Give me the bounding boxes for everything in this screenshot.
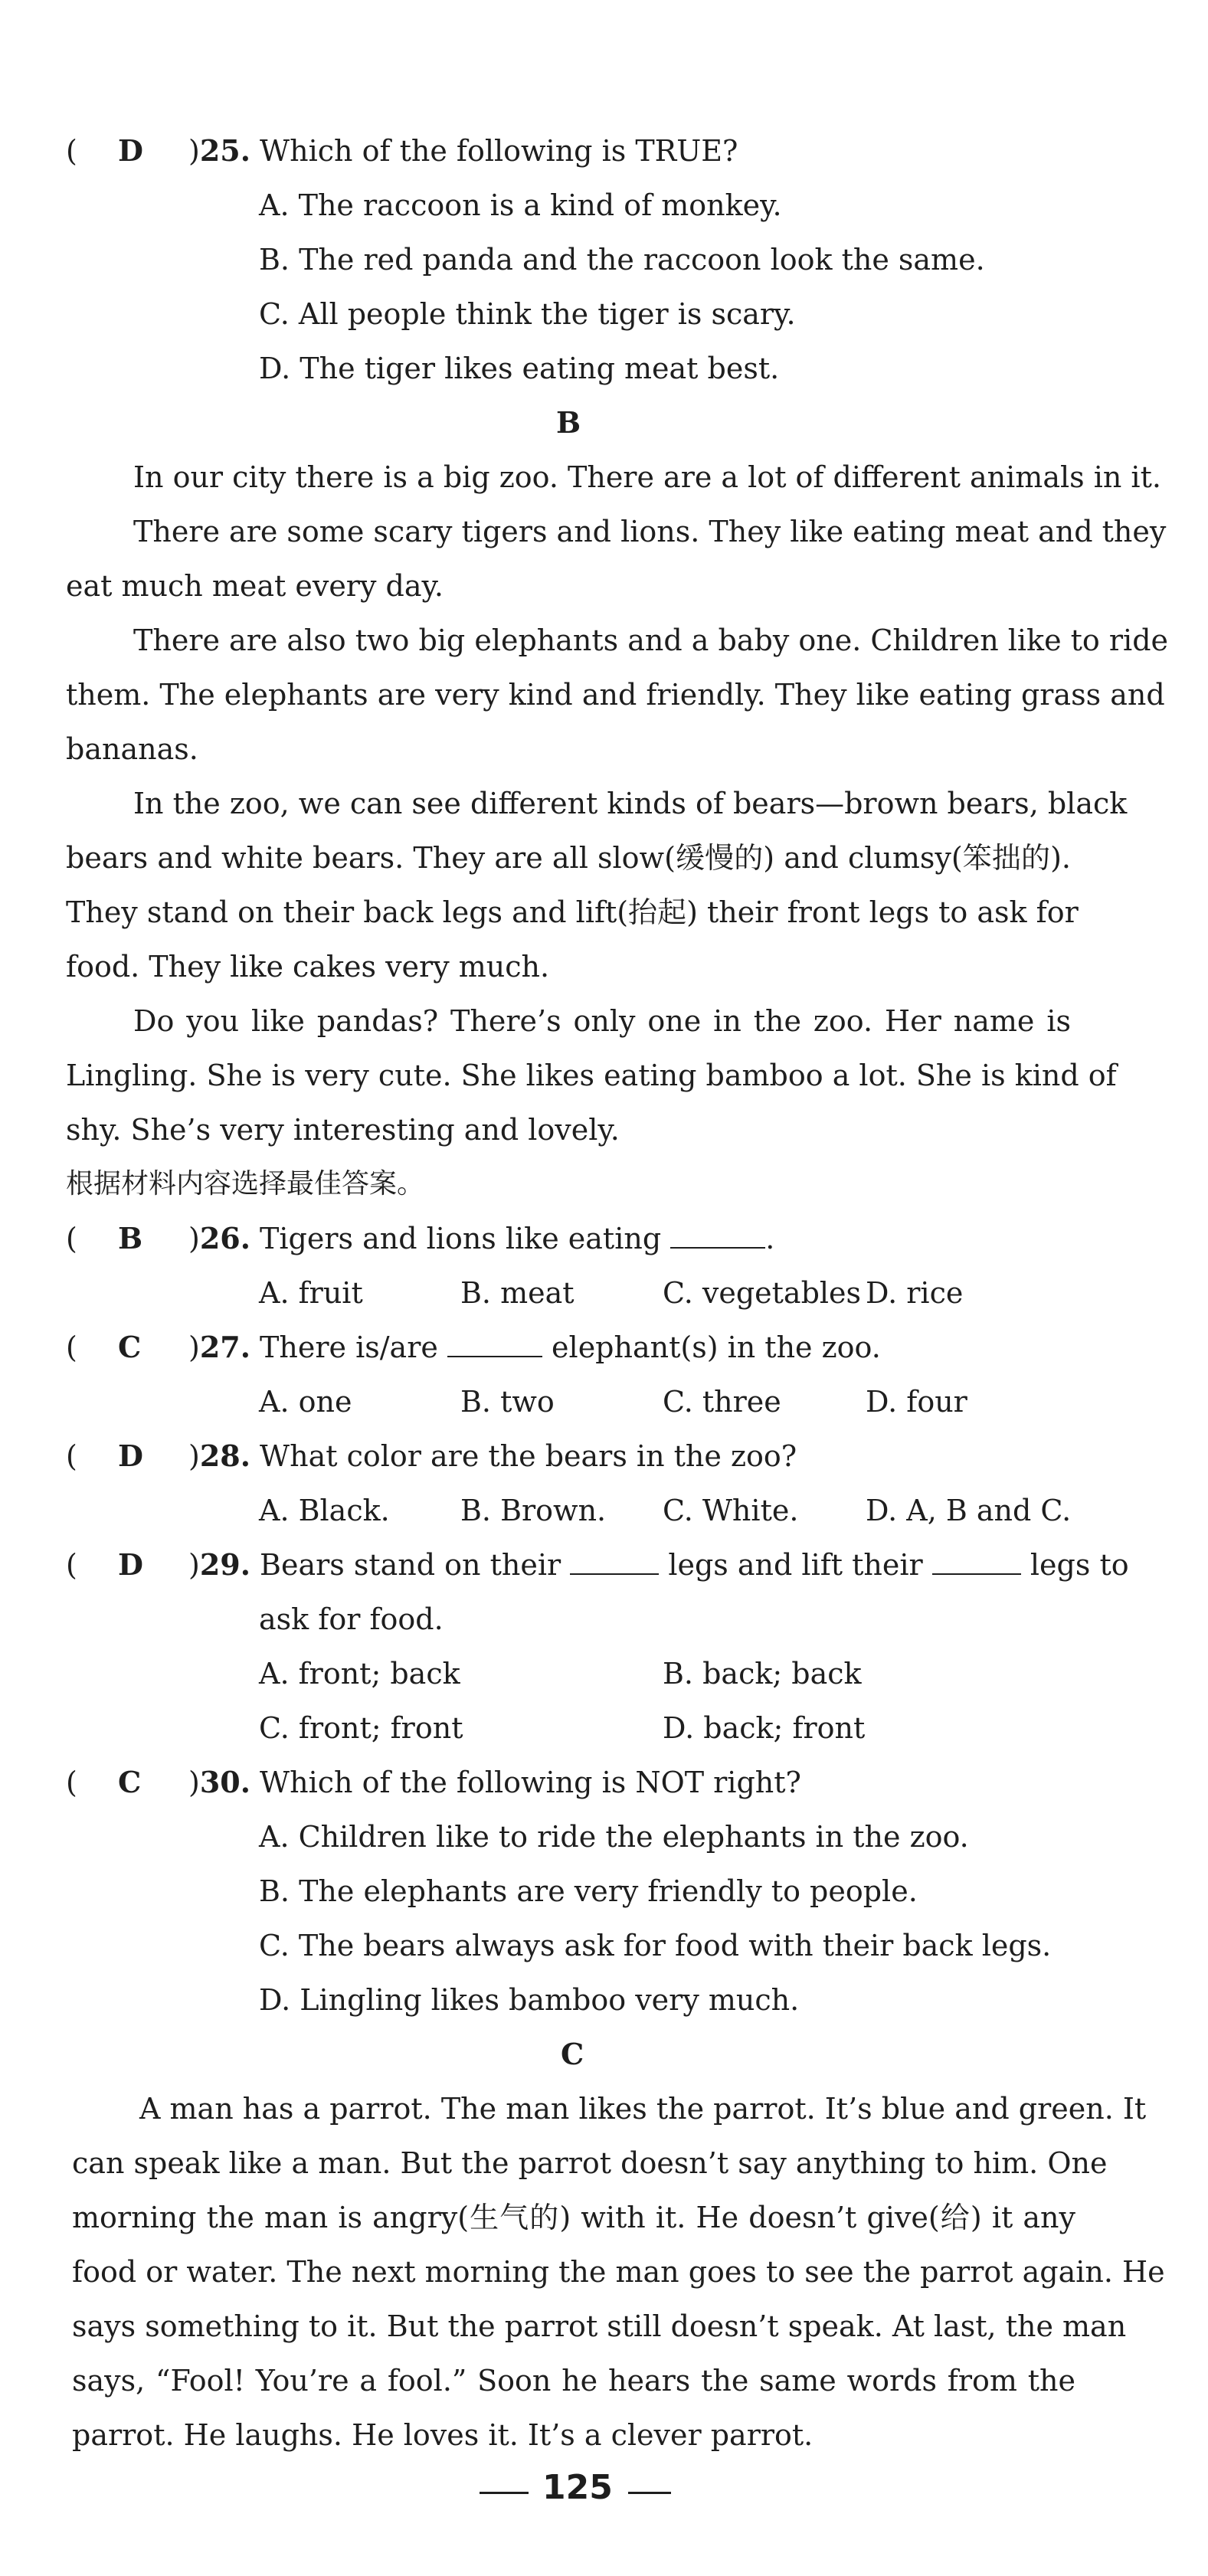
answer-paren-open: (: [66, 1439, 77, 1473]
q26-paren-close: ): [188, 1222, 200, 1255]
answer-blank: [570, 1547, 659, 1575]
q27-stem-line: [188, 1328, 881, 1367]
passage-c-title: C: [561, 2037, 584, 2071]
q29-number: 29.: [199, 1547, 250, 1582]
q27-option-d: D. four: [866, 1385, 967, 1419]
passage-b-line: bears and white bears. They are all slow(缓慢的) and clumsy(笨拙的).: [66, 841, 1071, 875]
q25-number: 25.: [199, 133, 250, 168]
passage-b-title: B: [556, 405, 581, 440]
q29-option-a: A. front; back: [259, 1657, 460, 1691]
q25-stem: Which of the following is TRUE?: [260, 134, 738, 168]
q25-stem-line: [188, 132, 738, 170]
passage-c-line: can speak like a man. But the parrot doesn’t say anything to him. One: [72, 2146, 1108, 2180]
q28-option-b: B. Brown.: [460, 1494, 607, 1527]
q30-option-b: B. The elephants are very friendly to people.: [259, 1874, 918, 1908]
q29-stem-mid: legs and lift their: [668, 1548, 923, 1582]
q30-paren-close: ): [188, 1766, 200, 1799]
passage-b-line: In our city there is a big zoo. There are a lot of different animals in it.: [133, 460, 1161, 494]
page-number: 125: [542, 2468, 613, 2507]
answer-paren-open: (: [66, 1331, 77, 1364]
q29-stem-line-2: ask for food.: [259, 1602, 444, 1636]
passage-b-line: In the zoo, we can see different kinds of bears—brown bears, black: [133, 787, 1128, 820]
q27-stem-post: elephant(s) in the zoo.: [552, 1331, 881, 1364]
page-number-dash-left: [480, 2492, 529, 2494]
q25-paren-close: ): [188, 134, 200, 168]
answer-paren-open: (: [66, 134, 77, 168]
q28-paren-close: ): [188, 1439, 200, 1473]
q30-option-a: A. Children like to ride the elephants in the zoo.: [259, 1820, 969, 1854]
q28-stem: What color are the bears in the zoo?: [260, 1439, 797, 1473]
q26-stem-post: .: [765, 1222, 775, 1255]
q30-number: 30.: [199, 1765, 250, 1799]
passage-b-line: They stand on their back legs and lift(抬起) their front legs to ask for: [66, 895, 1079, 929]
q25-option-a: A. The raccoon is a kind of monkey.: [259, 188, 782, 222]
section-instruction: 根据材料内容选择最佳答案。: [66, 1168, 425, 1200]
q28-option-c: C. White.: [663, 1494, 799, 1527]
passage-c-line: A man has a parrot. The man likes the parrot. It’s blue and green. It: [139, 2092, 1147, 2126]
answer-paren-open: (: [66, 1766, 77, 1799]
passage-b-line: food. They like cakes very much.: [66, 950, 550, 984]
passage-b-line: eat much meat every day.: [66, 569, 444, 603]
q25-answer: D: [118, 133, 143, 168]
q28-option-a: A. Black.: [259, 1494, 390, 1527]
answer-paren-open: (: [66, 1548, 77, 1582]
q27-option-a: A. one: [259, 1385, 352, 1419]
answer-paren-open: (: [66, 1222, 77, 1255]
q28-answer: D: [118, 1439, 143, 1473]
passage-c-line: food or water. The next morning the man goes to see the parrot again. He: [72, 2255, 1165, 2289]
passage-b-line: Lingling. She is very cute. She likes eating bamboo a lot. She is kind of: [66, 1059, 1117, 1092]
q28-number: 28.: [199, 1439, 250, 1473]
q26-number: 26.: [199, 1221, 250, 1255]
answer-blank: [670, 1221, 765, 1249]
q29-answer: D: [118, 1547, 143, 1582]
q26-option-a: A. fruit: [259, 1276, 363, 1310]
answer-blank: [447, 1330, 542, 1357]
q27-stem-pre: There is/are: [260, 1331, 438, 1364]
passage-b-line: Do you like pandas? There’s only one in the zoo. Her name is: [133, 1004, 1071, 1038]
q30-option-d: D. Lingling likes bamboo very much.: [259, 1983, 800, 2017]
q25-option-c: C. All people think the tiger is scary.: [259, 297, 796, 331]
q26-option-d: D. rice: [866, 1276, 964, 1310]
q25-option-d: D. The tiger likes eating meat best.: [259, 352, 780, 385]
q26-option-c: C. vegetables: [663, 1276, 862, 1310]
q26-stem-line: [188, 1219, 774, 1258]
q28-stem-line: [188, 1437, 797, 1475]
passage-b-line: There are some scary tigers and lions. They like eating meat and they: [133, 515, 1167, 548]
q29-option-b: B. back; back: [663, 1657, 862, 1691]
passage-c-line: parrot. He laughs. He loves it. It’s a clever parrot.: [72, 2418, 814, 2452]
passage-b-line: bananas.: [66, 732, 198, 766]
q30-option-c: C. The bears always ask for food with their back legs.: [259, 1929, 1052, 1962]
q30-answer: C: [118, 1765, 142, 1799]
passage-c-line: says, “Fool! You’re a fool.” Soon he hears the same words from the: [72, 2364, 1075, 2398]
q30-stem: Which of the following is NOT right?: [260, 1766, 801, 1799]
q26-answer: B: [118, 1221, 143, 1255]
page-number-dash-right: [628, 2492, 671, 2494]
q29-stem-line: [188, 1546, 1129, 1584]
q26-stem-pre: Tigers and lions like eating: [260, 1222, 662, 1255]
q27-paren-close: ): [188, 1331, 200, 1364]
q29-stem-post: legs to: [1030, 1548, 1129, 1582]
q25-option-b: B. The red panda and the raccoon look the same.: [259, 243, 985, 277]
q27-number: 27.: [199, 1330, 250, 1364]
passage-b-line: shy. She’s very interesting and lovely.: [66, 1113, 620, 1147]
q27-option-b: B. two: [460, 1385, 555, 1419]
passage-b-line: There are also two big elephants and a baby one. Children like to ride: [133, 624, 1169, 657]
q29-stem-pre: Bears stand on their: [260, 1548, 561, 1582]
q29-option-d: D. back; front: [663, 1711, 866, 1745]
passage-c-line: morning the man is angry(生气的) with it. He doesn’t give(给) it any: [72, 2201, 1075, 2234]
q28-option-d: D. A, B and C.: [866, 1494, 1072, 1527]
q27-option-c: C. three: [663, 1385, 781, 1419]
q30-stem-line: [188, 1763, 801, 1802]
passage-b-line: them. The elephants are very kind and friendly. They like eating grass and: [66, 678, 1165, 712]
answer-blank: [932, 1547, 1021, 1575]
q29-paren-close: ): [188, 1548, 200, 1582]
q26-option-b: B. meat: [460, 1276, 575, 1310]
q27-answer: C: [118, 1330, 142, 1364]
q29-option-c: C. front; front: [259, 1711, 463, 1745]
passage-c-line: says something to it. But the parrot still doesn’t speak. At last, the man: [72, 2309, 1127, 2343]
